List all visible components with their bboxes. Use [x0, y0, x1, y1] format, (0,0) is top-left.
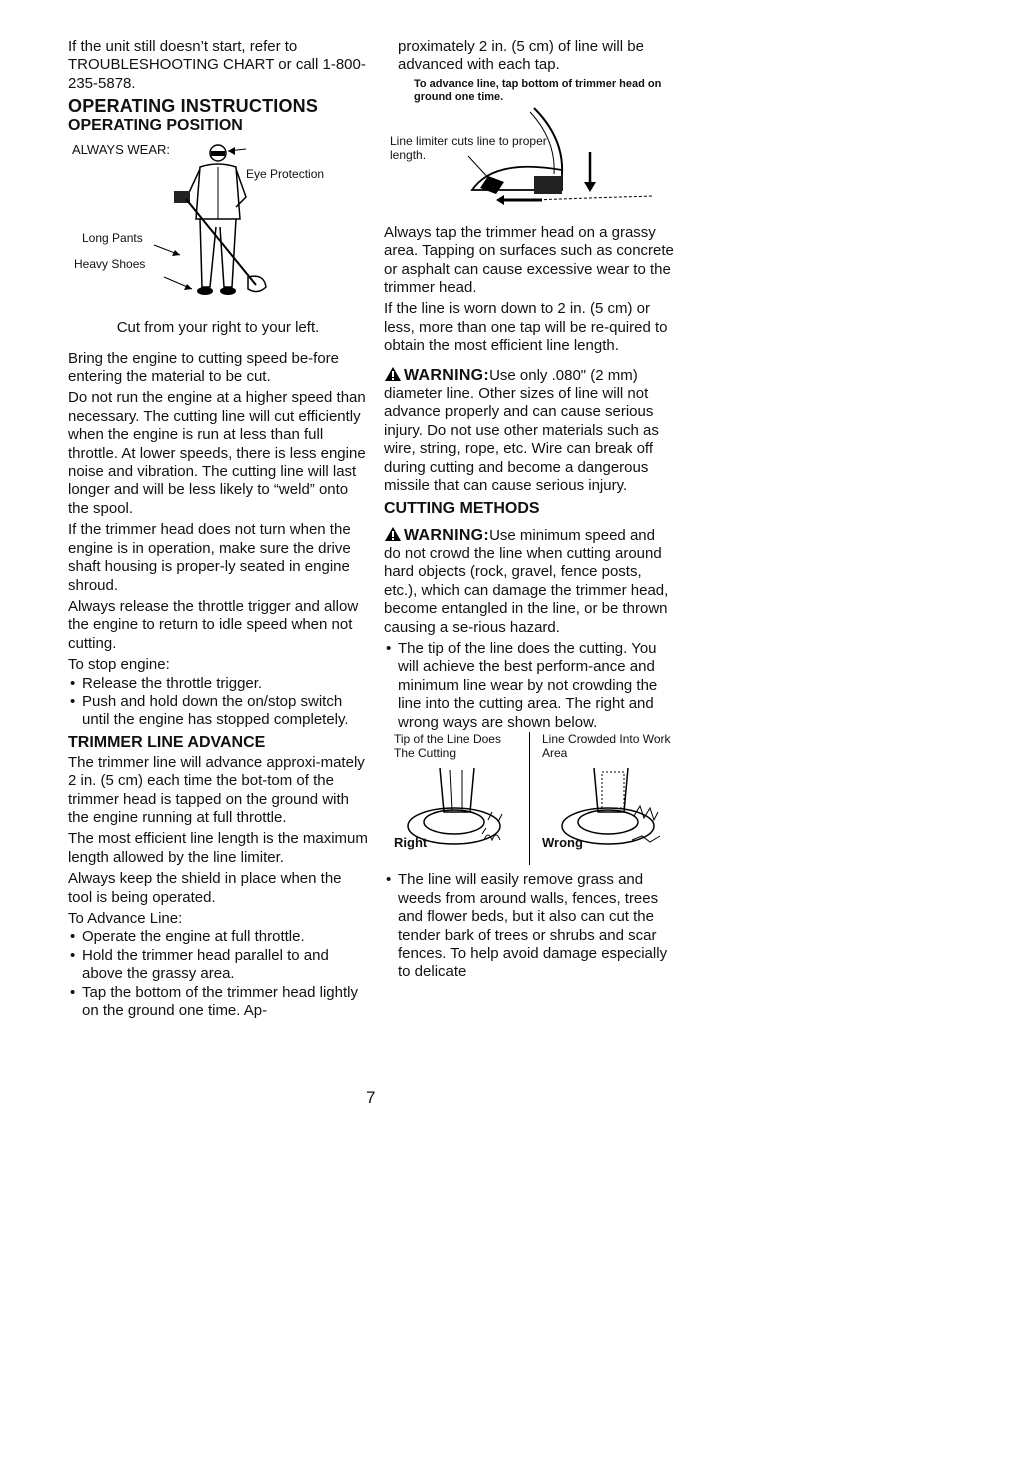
paragraph: Do not run the engine at a higher speed than necessary. The cutting line will cut efficiently when the engine is run at less than full throttle. At lower speeds, there is less engine noise and vibration. The cutting line will last longer and will be less likely to “weld” onto the spool. [68, 389, 366, 517]
wrong-way-caption: Line Crowded Into Work Area [542, 731, 671, 760]
stop-engine-list [68, 675, 368, 730]
list-item: • The tip of the line does the cutting. You will achieve the best perform-ance and minimum line wear by not crowding the line into the cutting area. The right and wrong ways are shown below. [384, 640, 674, 732]
paragraph: Always release the throttle trigger and allow the engine to return to idle speed when not cutting. [68, 597, 359, 652]
operating-position-figure [68, 137, 368, 315]
list-item: • Hold the trimmer head parallel to and above the grassy area. [68, 947, 368, 984]
list-item: • Operate the engine at full throttle. [68, 928, 368, 946]
warning-text: Use only .080" (2 mm) diameter line. Other sizes of line will not advance properly and can cause serious injury. Do not use other materials such as wire, string, rope, etc. Wire can break off during cutting and become a dangerous missile that can cause serious injury. [384, 366, 659, 495]
paragraph: Bring the engine to cutting speed be-fore entering the material to be cut. [68, 349, 340, 386]
cutting-methods-title: CUTTING METHODS [384, 499, 540, 517]
right-wrong-comparison [384, 732, 674, 865]
trimmer-line-advance-title: TRIMMER LINE ADVANCE [68, 733, 266, 751]
line-advance-figure [384, 78, 674, 206]
paragraph: If the line is worn down to 2 in. (5 cm) or less, more than one tap will be re-quired to obtain the most efficient line length. [384, 300, 668, 355]
right-way-panel [384, 732, 529, 865]
intro-text: If the unit still doesn’t start, refer to TROUBLESHOOTING CHART or call 1-800-235-5878. [68, 38, 366, 92]
paragraph: To stop engine: [68, 656, 170, 674]
always-wear-label: ALWAYS WEAR: [72, 142, 170, 158]
paragraph: The most efficient line length is the maximum length allowed by the line limiter. [68, 830, 368, 866]
wrong-way-panel [529, 732, 674, 865]
wrong-label: Wrong [542, 834, 583, 850]
right-column [384, 38, 674, 985]
warning-block [384, 526, 674, 637]
list-item: • The line will easily remove grass and weeds from around walls, fences, trees and flower beds, but it also can cut the tender bark of trees or shrubs and scar fences. To help avoid damage especially to delicate [384, 871, 674, 981]
heavy-shoes-label: Heavy Shoes [74, 257, 146, 272]
warning-icon [384, 366, 402, 382]
advance-line-list [68, 928, 368, 1020]
paragraph: If the trimmer head does not turn when the engine is in operation, make sure the drive shaft housing is proper-ly seated in engine shroud. [68, 521, 351, 594]
paragraph: Always tap the trimmer head on a grassy area. Tapping on surfaces such as concrete or asphalt can cause excessive wear to the trimmer head. [384, 223, 674, 297]
page-number: 7 [366, 1088, 376, 1107]
section-title: OPERATING INSTRUCTIONS [68, 96, 319, 117]
paragraph: Always keep the shield in place when the tool is being operated. [68, 870, 342, 906]
list-item: • Release the throttle trigger. [68, 675, 368, 693]
warning-heading: WARNING: [404, 526, 490, 544]
long-pants-label: Long Pants [82, 231, 143, 246]
line-limiter-label: Line limiter cuts line to proper length. [390, 133, 547, 162]
continued-text: proximately 2 in. (5 cm) of line will be advanced with each tap. [398, 38, 644, 74]
cutting-methods-list [384, 640, 674, 732]
warning-block [384, 366, 674, 496]
right-way-caption: Tip of the Line Does The Cutting [394, 731, 501, 760]
figure-caption: Cut from your right to your left. [116, 319, 320, 337]
operator-illustration [68, 137, 368, 315]
figure-note: To advance line, tap bottom of trimmer head on ground one time. [414, 77, 662, 103]
list-item: • Push and hold down the on/stop switch until the engine has stopped completely. [68, 693, 368, 730]
paragraph: The trimmer line will advance approxi-mately 2 in. (5 cm) each time the bot-tom of the trimmer head is tapped on the ground with the engine running at full throttle. [68, 753, 365, 826]
list-item: • Tap the bottom of the trimmer head lightly on the ground one time. Ap- [68, 984, 368, 1021]
operating-position-title: OPERATING POSITION [68, 117, 243, 135]
paragraph: To Advance Line: [68, 910, 183, 927]
warning-text: Use minimum speed and do not crowd the line when cutting around hard objects (rock, gravel, fence posts, etc.), which can damage the trimmer head, become entangled in the line, or be thrown causing a se-rious hazard. [384, 526, 669, 636]
eye-protection-label: Eye Protection [246, 167, 325, 182]
warning-icon [384, 526, 402, 542]
warning-heading: WARNING: [404, 366, 490, 384]
right-label: Right [394, 834, 428, 850]
left-column [68, 38, 368, 1023]
cutting-methods-list-2 [384, 871, 674, 981]
